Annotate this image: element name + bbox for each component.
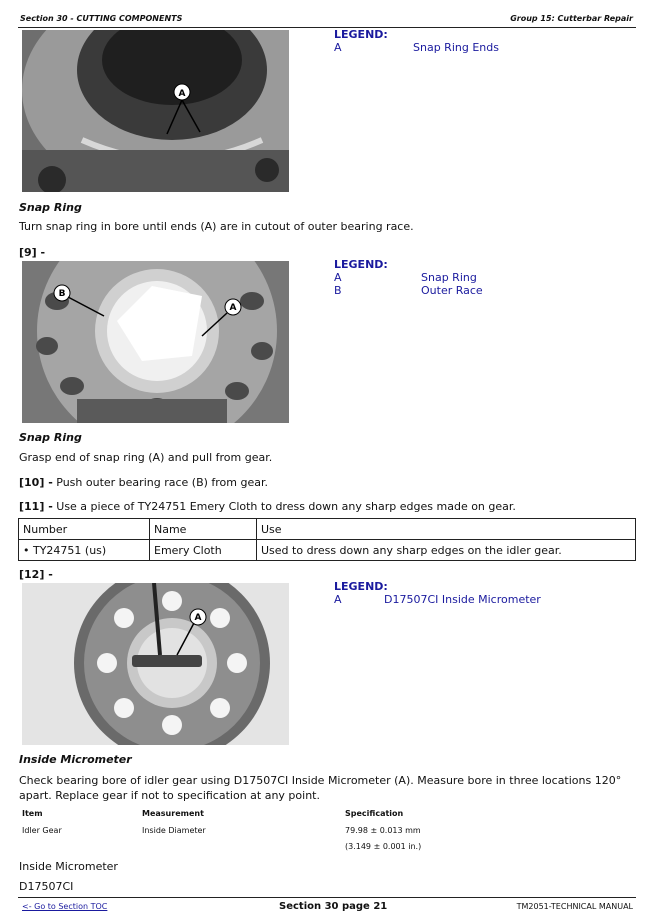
section-toc-link[interactable]: <- Go to Section TOC [22, 902, 108, 911]
spec-value-metric: 79.98 ± 0.013 mm [345, 826, 421, 835]
step-10 [19, 476, 268, 489]
legend-text: D17507CI Inside Micrometer [384, 593, 541, 606]
callout-b-label: B [58, 289, 66, 299]
legend-key: B [334, 284, 342, 297]
header-group: Group 15: Cutterbar Repair [510, 14, 633, 23]
legend-title: LEGEND: [334, 580, 388, 593]
spec-header-measurement: Measurement [142, 809, 204, 818]
table-header-cell: Use [257, 519, 636, 540]
tool-table [18, 518, 636, 561]
spec-measurement: Inside Diameter [142, 826, 206, 835]
table-row [19, 540, 636, 561]
instruction-text: Push outer bearing race (B) from gear. [56, 476, 268, 489]
caption: Snap Ring [19, 201, 82, 214]
callout-a-label: A [178, 89, 186, 99]
caption: Inside Micrometer [19, 753, 132, 766]
instruction-text: Turn snap ring in bore until ends (A) are in cutout of outer bearing race. [19, 220, 414, 233]
caption: Snap Ring [19, 431, 82, 444]
legend-key: A [334, 41, 342, 54]
legend-title: LEGEND: [334, 28, 388, 41]
legend-text: Snap Ring Ends [413, 41, 499, 54]
page-number: Section 30 page 21 [279, 901, 388, 912]
tool-name: Inside Micrometer [19, 860, 118, 873]
step-number: [9] - [19, 246, 46, 259]
table-header-cell: Number [19, 519, 150, 540]
header-section: Section 30 - CUTTING COMPONENTS [20, 14, 183, 23]
snap-ring-gear-photo [22, 261, 289, 423]
snap-ring-ends-photo [22, 30, 289, 192]
spec-item: Idler Gear [22, 826, 62, 835]
inside-micrometer-photo [22, 583, 289, 745]
instruction-text: Check bearing bore of idler gear using D17507CI Inside Micrometer (A). Measure bore in three locations 120° apart. Replace gear if not to specification at any point. [19, 774, 622, 802]
header-rule [18, 27, 636, 28]
tool-number: D17507CI [19, 880, 74, 893]
step-11 [19, 500, 516, 513]
instruction-text: Use a piece of TY24751 Emery Cloth to dress down any sharp edges made on gear. [56, 500, 516, 513]
footer-rule [18, 897, 636, 898]
table-cell: • TY24751 (us) [19, 540, 150, 561]
table-header-cell: Name [150, 519, 257, 540]
table-cell: Emery Cloth [150, 540, 257, 561]
legend-title: LEGEND: [334, 258, 388, 271]
spec-header-specification: Specification [345, 809, 404, 818]
legend-text: Outer Race [421, 284, 483, 297]
spec-value-imperial: (3.149 ± 0.001 in.) [345, 842, 422, 851]
step-number: [12] - [19, 568, 53, 581]
table-cell: Used to dress down any sharp edges on the idler gear. [257, 540, 636, 561]
manual-title: TM2051-TECHNICAL MANUAL [516, 902, 633, 911]
callout-a-label: A [229, 303, 237, 313]
spec-header-item: Item [22, 809, 43, 818]
instruction-text: Grasp end of snap ring (A) and pull from gear. [19, 451, 273, 464]
step-number: [10] - [19, 476, 53, 489]
legend-key: A [334, 593, 342, 606]
table-header-row [19, 519, 636, 540]
legend-text: Snap Ring [421, 271, 477, 284]
step-number: [11] - [19, 500, 53, 513]
legend-key: A [334, 271, 342, 284]
callout-a-label: A [194, 613, 202, 623]
